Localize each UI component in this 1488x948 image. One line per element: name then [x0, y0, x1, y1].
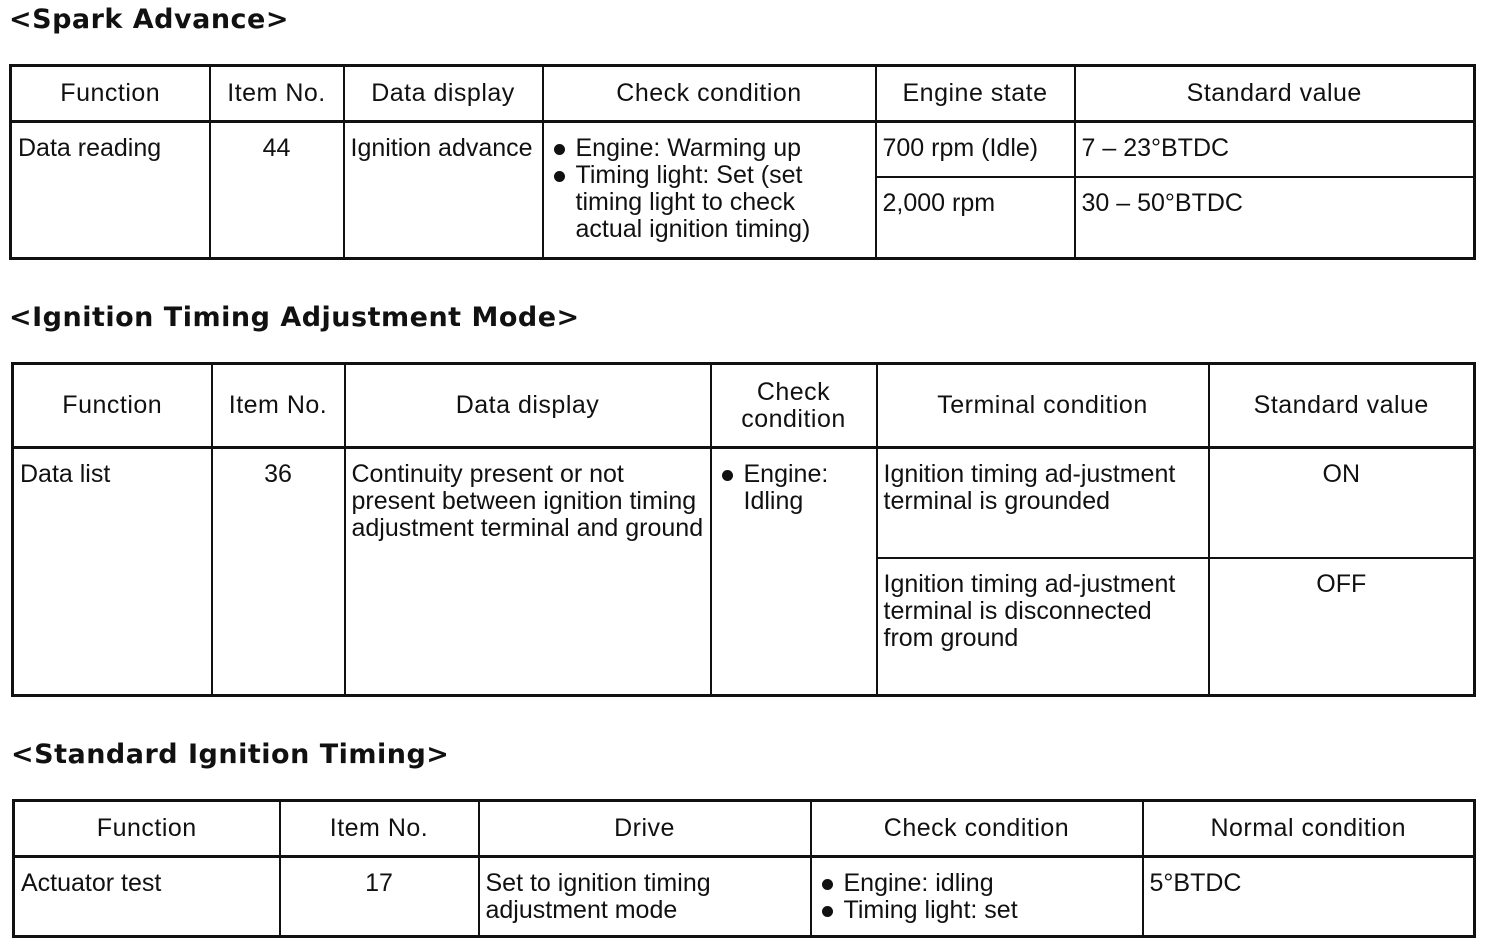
- function-cell: Actuator test: [14, 857, 280, 937]
- header-check-condition: Check condition: [711, 364, 877, 448]
- function-cell: Data list: [13, 448, 212, 696]
- header-drive: Drive: [479, 801, 811, 857]
- item-no-cell: 17: [280, 857, 479, 937]
- data-display-cell: Ignition advance: [344, 122, 543, 259]
- function-cell: Data reading: [11, 122, 210, 259]
- header-function: Function: [13, 364, 212, 448]
- standard-value-cell: 7 – 23°BTDC: [1075, 122, 1475, 177]
- header-engine-state: Engine state: [876, 66, 1075, 122]
- header-normal-condition: Normal condition: [1143, 801, 1475, 857]
- header-terminal-condition: Terminal condition: [877, 364, 1209, 448]
- header-standard-value: Standard value: [1075, 66, 1475, 122]
- spark-advance-title: <Spark Advance>: [9, 4, 289, 35]
- header-check-condition: Check condition: [543, 66, 876, 122]
- standard-value-cell: 30 – 50°BTDC: [1075, 177, 1475, 259]
- standard-value-cell: OFF: [1209, 558, 1475, 696]
- header-check-condition: Check condition: [811, 801, 1143, 857]
- standard-ignition-timing-table: [12, 799, 1476, 938]
- ignition-timing-adjustment-table: [11, 362, 1476, 697]
- check-condition-cell: [811, 857, 1143, 937]
- engine-state-cell: 700 rpm (Idle): [876, 122, 1075, 177]
- terminal-condition-cell: Ignition timing ad-justment terminal is grounded: [877, 448, 1209, 558]
- check-condition-item: Timing light: set: [818, 897, 1136, 924]
- header-data-display: Data display: [344, 66, 543, 122]
- drive-cell: Set to ignition timing adjustment mode: [479, 857, 811, 937]
- check-condition-item: Engine: idling: [818, 870, 1136, 897]
- terminal-condition-cell: Ignition timing ad-justment terminal is disconnected from ground: [877, 558, 1209, 696]
- normal-condition-cell: 5°BTDC: [1143, 857, 1475, 937]
- check-condition-cell: [543, 122, 876, 259]
- item-no-cell: 44: [210, 122, 344, 259]
- header-item-no: Item No.: [210, 66, 344, 122]
- header-data-display: Data display: [345, 364, 711, 448]
- header-item-no: Item No.: [280, 801, 479, 857]
- standard-ignition-timing-title: <Standard Ignition Timing>: [11, 739, 450, 770]
- engine-state-cell: 2,000 rpm: [876, 177, 1075, 259]
- ignition-timing-adjustment-title: <Ignition Timing Adjustment Mode>: [9, 302, 580, 333]
- standard-value-cell: ON: [1209, 448, 1475, 558]
- header-function: Function: [14, 801, 280, 857]
- check-condition-item: Engine: Idling: [718, 461, 870, 515]
- check-condition-item: Timing light: Set (set timing light to check actual ignition timing): [550, 162, 869, 243]
- check-condition-cell: [711, 448, 877, 696]
- header-standard-value: Standard value: [1209, 364, 1475, 448]
- data-display-cell: Continuity present or not present between ignition timing adjustment terminal and ground: [345, 448, 711, 696]
- item-no-cell: 36: [212, 448, 345, 696]
- header-item-no: Item No.: [212, 364, 345, 448]
- header-function: Function: [11, 66, 210, 122]
- check-condition-item: Engine: Warming up: [550, 135, 869, 162]
- spark-advance-table: [9, 64, 1476, 260]
